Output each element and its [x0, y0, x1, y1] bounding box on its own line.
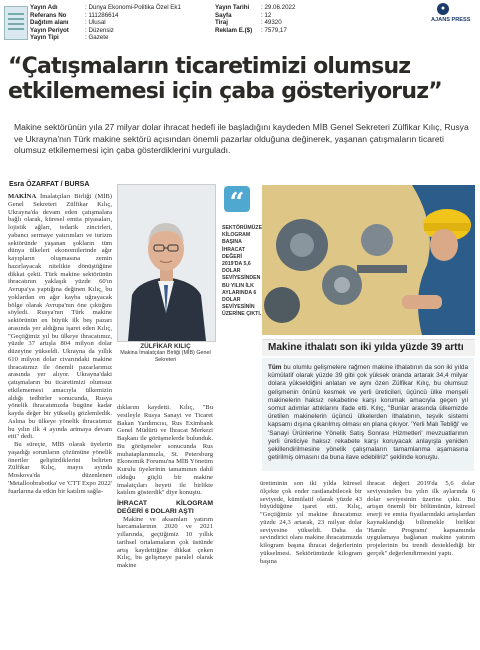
sidebar-title: Makine ithalatı son iki yılda yüzde 39 arttı	[268, 342, 464, 353]
factory-photo	[262, 185, 475, 335]
caption-name: ZÜLFİKAR KILIÇ	[140, 343, 191, 350]
meta-key: Yayın Adı	[30, 4, 58, 11]
meta-value: : 49320	[261, 19, 282, 27]
portrait-illustration	[118, 185, 215, 341]
section-subheading: İHRACAT KİLOGRAM DEĞERİ 6 DOLARI AŞTI	[117, 500, 213, 515]
quote-icon: “	[224, 186, 250, 212]
publication-meta-left	[30, 4, 181, 42]
article-column-2	[117, 404, 213, 570]
caption-title: Makina İmalatçıları Birliği (MİB) Genel Sekreteri	[120, 350, 211, 363]
article-column-1	[8, 193, 112, 495]
article-lead: Makine sektörünün yıla 27 milyar dolar ihracat hedefi ile başladığını kaydeden MİB Genel Sekreteri Zülfikar Kılıç, Rusya ve Ukrayna'nın Türk makine sektörü açısından önemli pazarlar olduğuna değinerek, yaşanan çatışmaların ticareti olumsuz etkilememesi için çaba gösterdiklerini vurguladı.	[14, 122, 469, 155]
column-text: ihracat değeri 2019'da 5,6 dolar seviyesinden bu yılın ilk aylarında 6 dolar seviyesinin üzerine çıktı. Bu artışın önemli bir bölümünün, küresel enerji ve emtia fiyatlarındaki artışlardan kaynaklandığı bilinmekle birlikte 'Hamle Programı' kapsamında uygulamaya bağlanan makine yatırım projelerinin bu trendi desteklediği bir gerçek" değerlendirmesini yaptı.	[367, 480, 475, 557]
meta-key: Yayın Tipi	[30, 34, 59, 42]
article-headline: “Çatışmaların ticaretimizi olumsuz etkilememesi için çaba gösteriyoruz”	[8, 54, 442, 104]
column-text: Bu süreçte, MİB olarak üyelerin yaşadığı sorunların çözümüne yönelik öneriler geliştirdiklerini belirten Zülfikar Kılıç, mayıs ayında Moskova'da düzenlenen 'Metalloobrabotka' ve 'CTT Expo 2022' fuarlarına da etkin bir katılım sağla-	[8, 441, 112, 495]
article-byline: Esra ÖZARFAT / BURSA	[9, 181, 90, 188]
meta-value: : Ulusal	[85, 19, 106, 27]
photo-caption	[117, 343, 214, 364]
article-column-4	[367, 480, 475, 558]
pull-quote: SEKTÖRÜMÜZE KİLOGRAM BAŞINA İHRACAT DEĞERİ 2019'DA 5,6 DOLAR SEVİYESİNDEN BU YILIN İLK AYLARINDA 6 DOLAR SEVİYESİNİN ÜZERİNE ÇIKTI.	[222, 225, 263, 318]
agency-logo-icon: ●	[437, 3, 449, 15]
column-lead-word: MAKİNA	[8, 193, 37, 200]
factory-illustration	[262, 185, 475, 335]
meta-key: Referans No	[30, 11, 67, 19]
sidebar-title-bar	[262, 339, 475, 356]
meta-key: Reklam E.($)	[215, 26, 253, 34]
meta-value: : 111286614	[85, 11, 119, 19]
meta-value: : 29.06.2022	[261, 4, 296, 11]
column-text: İmalatçıları Birliği (MİB) Genel Sekreteri Zülfikar Kılıç, Ukrayna'da devam eden çatışmalara bağlı olarak, küresel emtia piyasaları, lojistik ağları, tedarik zincirleri, yabancı sermaye yatırımları ve turizm sektöründe yaşanan şokların tüm dünya ülkeleri ekonomilerinde ağır kayıpların oluşmasına zemin hazırlayacak nitelikte dönüştüğüne dikkat çekti. Türk makine sektörünün ihracatının yaklaşık yüzde 60'ın Avrupa'ya yaptığına değinen Kılıç, bu yoklardan en ağır kayba uğrayacak bölge olarak Avrupa'nın öne çıktığını söyledi. Rusya'nın Türk makine sektörünün en büyük ilk beş pazarı arasında yer aldığına işaret eden Kılıç, "Geçtiğimiz yıl bu ülkeye ihracatımız, yüzde 37 artışla 804 milyon dolar düzeyine yükseldi. Ukrayna da yıllık 610 milyon dolar civarındaki makine ihracatımız ile önemli pazarlarımız arasında yer alıyor. Ukrayna'daki çatışmaların bu ticaretimizi olumsuz etkilememesi amacıyla ülkemizin aldığı tedbirler sonucunda, Rusya yönelik ihracatımızda bugüne kadar kayda değer bir yükseliş gözlemledik. Aslına bu ülkeye yönelik ihracatımız bu yılın ilk 4 ayında artmaya devam etti" dedi.	[8, 193, 112, 441]
meta-value: : 7579,17	[261, 26, 287, 34]
column-text: dıklarını kaydetti. Kılıç, "Bu vesileyle Rusya Sanayi ve Ticaret Bakan Yardımcısı, Rus Eximbank Genel Müdürü ve İhracat Merkezi Başkanı ile görüşmelerde bulunduk. Bu görüşmeler sonucunda Rus muhataplarımızla, St. Petersburg Ekonomik Forumu'na MİB Yönetim Kurulu üyelerinin tamamının dahil olduğu güçlü bir makine imalatçıları heyeti ile birlikte katılım gösterdik" diye konuştu.	[117, 404, 213, 497]
meta-key: Sayfa	[215, 11, 232, 19]
meta-value: : 12	[261, 11, 272, 19]
clipping-thumbnail-icon	[4, 6, 28, 40]
agency-name: AJANS PRESS	[431, 17, 471, 23]
meta-value: : Dunya Ekonomi-Politika Özel Ek1	[85, 4, 181, 11]
column-text: üretiminin son iki yılda küresel ölçekte çok ender rastlanabilecek bir seviyede, kümülatif olarak yüzde 43 büyüdüğüne işaret etti. Kılıç, "Geçtiğimiz yıl makine ihracatımız yüzde 24,3 artarak, 23 milyar dolar seviyesine yükseldi. Daha da sevindirici olanı makine ihracatımızda kilogram başına ihracat değerlerinin yükselmesi. Sektörümüzde kilogram başına	[260, 480, 362, 565]
meta-key: Tiraj	[215, 19, 228, 27]
meta-value: : Gazete	[85, 34, 109, 42]
box-text: bu olumlu gelişmelere rağmen makine ithalatının da son iki yılda kümülatif olarak yüzde 39 gibi çok yüksek oranda artarak 34,4 milyar dolara yükseldiğini anlatan ve aynı özen Zülfikar Kılıç, bu olumsuz gelişmenin önünü kesmek ve yerli üreticileri, üçüncü ülke menşeli makinelerin haksız rekabetine karşı korumak amacıyla geçen yıl somut adımlar attıklarını ifade etti. Kılıç, "Bunlar arasında ülkemizde üretilen makinelerin üçüncü ülkelerden ithalatının, teşvik sistemi kapsamı dışına çıkarılmış olması en plana çıkıyor. 'Yerli Malı Tebliği' ve 'Sanayi Ürünlerine Yönelik Satış Sonrası Hizmetleri' mevzuatlarının yerli üreticiye haksız rekabete karşı koruyacak anlayışla yeniden şekillendirilmesine yönelik çalışmaların tamamlanma aşamasına getirilmiş olmasını da buna ilave edebiliriz" şeklinde konuştu.	[268, 364, 468, 462]
meta-key: Dağıtım alanı	[30, 19, 69, 27]
sidebar-box	[262, 358, 474, 471]
meta-value: : Düzensiz	[85, 26, 114, 34]
meta-key: Yayın Periyot	[30, 26, 69, 34]
press-clipping-header	[0, 0, 480, 46]
portrait-photo	[117, 184, 216, 342]
meta-key: Yayın Tarihi	[215, 4, 250, 11]
publication-meta-right	[215, 4, 295, 34]
column-text: Makine ve aksamları yatırım harcamalarının 2020 ve 2021 yıllarında, geçtiğimiz 10 yıllık tarihsel ortalamaların çok üstünde artış kaydettiğine dikkat çeken Kılıç, bu gelişmeye paralel olarak makine	[117, 515, 213, 569]
article-column-3	[260, 480, 362, 565]
box-lead-word: Tüm	[268, 364, 282, 371]
